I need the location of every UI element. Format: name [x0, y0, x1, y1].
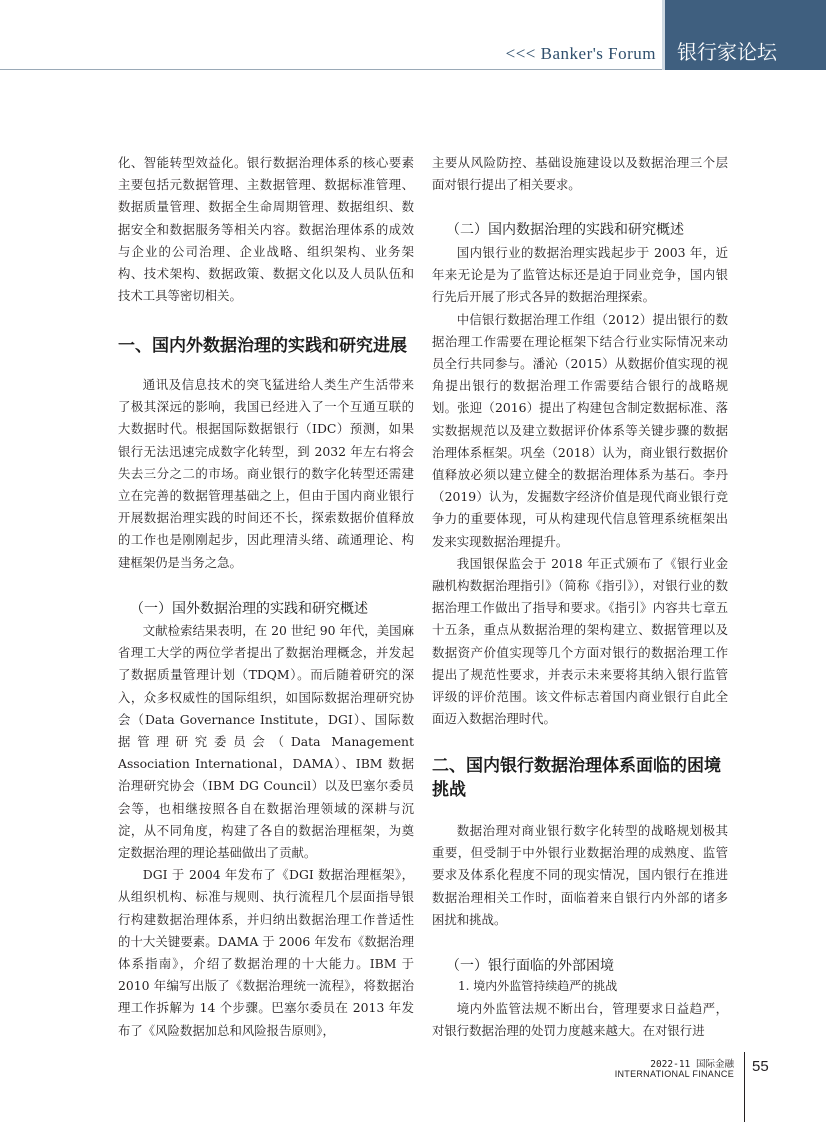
subsection-heading-3: （一）银行面临的外部困境	[446, 958, 614, 974]
body-paragraph: 中信银行数据治理工作组（2012）提出银行的数据治理工作需要在理论框架下结合行业实际情况来动员全行共同参与。潘沁（2015）从数据价值实现的视角提出银行的数据治理工作需要结合银行的战略规划。张迎（2016）提出了构建包含制定数据标准、落实数据规范以及建立数据评价体系等关键步骤的数据治理体系框架。巩垒（2018）认为，商业银行数据价值释放必须以建立健全的数据治理体系为基石。李丹（2019）认为，发掘数字经济价值是现代商业银行竞争力的重要体现，可从构建现代信息管理系统框架出发来实现数据治理提升。	[432, 311, 728, 549]
right-continuation-paragraph	[432, 152, 728, 196]
body-paragraph: 主要从风险防控、基础设施建设以及数据治理三个层面对银行提出了相关要求。	[432, 155, 728, 193]
column-name-box	[662, 0, 826, 70]
item-heading-1: 1. 境内外监管持续趋严的挑战	[458, 979, 618, 993]
body-paragraph: 通讯及信息技术的突飞猛进给人类生产生活带来了极其深远的影响，我国已经进入了一个互通互联的大数据时代。根据国际数据银行（IDC）预测，如果银行无法迅速完成数字化转型，到 2032 年左右将会失去三分之二的市场。商业银行的数字化转型还需建立在完善的数据管理基础之上，但由于国内商业银行开展数据治理实践的时间还不长，探索数据价值释放的工作也是刚刚起步，因此理清头绪、疏通理论、构建框架仍是当务之急。	[118, 377, 414, 570]
column-name-chinese: 银行家论坛	[677, 40, 777, 64]
body-paragraph: 化、智能转型效益化。银行数据治理体系的核心要素主要包括元数据管理、主数据管理、数据标准管理、数据质量管理、数据全生命周期管理、数据组织、数据安全和数据服务等相关内容。数据治理体系的成效与企业的公司治理、企业战略、组织架构、业务架构、技术架构、数据政策、数据文化以及人员队伍和技术工具等密切相关。	[118, 155, 414, 304]
body-paragraph: 文献检索结果表明，在 20 世纪 90 年代，美国麻省理工大学的两位学者提出了数据治理概念，并发起了数据质量管理计划（TDQM）。而后随着研究的深入，众多权威性的国际组织，如国际数据治理研究协会（Data Governance Institute，DGI）、国际数据管理研究委员会（Data Management Association International，DAMA）、IBM 数据治理研究协会（IBM DG Council）以及巴塞尔委员会等，也相继按照各自在数据治理领域的深耕与沉淀，从不同角度，构建了各自的数据治理框架，为奠定数据治理的理论基础做出了贡献。	[118, 623, 414, 861]
page-number: 55	[752, 1058, 769, 1075]
footer-journal: INTERNATIONAL FINANCE	[614, 1069, 734, 1079]
right-subsection2-paragraphs	[432, 242, 728, 730]
section-heading-2: 二、国内银行数据治理体系面临的困境挑战	[432, 756, 721, 800]
right-item1-paragraph	[432, 998, 728, 1042]
subsection-heading-2: （二）国内数据治理的实践和研究概述	[446, 222, 684, 238]
section-heading-1: 一、国内外数据治理的实践和研究进展	[118, 336, 407, 356]
column-name-english: <<< Banker's Forum	[505, 44, 656, 63]
footer-rule	[744, 1052, 745, 1122]
subsection-heading-1: （一）国外数据治理的实践和研究概述	[130, 601, 368, 617]
body-paragraph: 国内银行业的数据治理实践起步于 2003 年，近年来无论是为了监管达标还是迫于同业竞争，国内银行先后开展了形式各异的数据治理探索。	[432, 245, 728, 305]
body-paragraph: 数据治理对商业银行数字化转型的战略规划极其重要，但受制于中外银行业数据治理的成熟度、监管要求及体系化程度不同的现实情况，国内银行在推进数据治理相关工作时，面临着来自银行内外部的诸多困扰和挑战。	[432, 823, 728, 927]
left-intro-paragraph	[118, 152, 414, 307]
left-subsection1-paragraphs	[118, 620, 414, 1042]
body-paragraph: 境内外监管法规不断出台，管理要求日益趋严，对银行数据治理的处罚力度越来越大。在对银行进	[432, 1001, 728, 1039]
body-paragraph: DGI 于 2004 年发布了《DGI 数据治理框架》，从组织机构、标准与规则、执行流程几个层面指导银行构建数据治理体系，并归纳出数据治理工作普适性的十大关键要素。DAMA 于 2006 年发布《数据治理体系指南》，介绍了数据治理的十大能力。IBM 于 2010 年编写出版了《数据治理统一流程》，将数据治理工作拆解为 14 个步骤。巴塞尔委员在 2013 年发布了《风险数据加总和风险报告原则》，	[118, 867, 414, 1038]
body-paragraph: 我国银保监会于 2018 年正式颁布了《银行业金融机构数据治理指引》（简称《指引》），对银行业的数据治理工作做出了指导和要求。《指引》内容共七章五十五条，重点从数据治理的架构建立、数据管理以及数据资产价值实现等几个方面对银行的数据治理工作提出了规范性要求，并表示未来要将其纳入银行监管评级的评价范围。该文件标志着国内商业银行自此全面迈入数据治理时代。	[432, 555, 728, 727]
footer-issue: 2022-11 国际金融	[650, 1059, 734, 1070]
left-section1-paragraph	[118, 374, 414, 574]
right-section2-paragraph	[432, 820, 728, 931]
